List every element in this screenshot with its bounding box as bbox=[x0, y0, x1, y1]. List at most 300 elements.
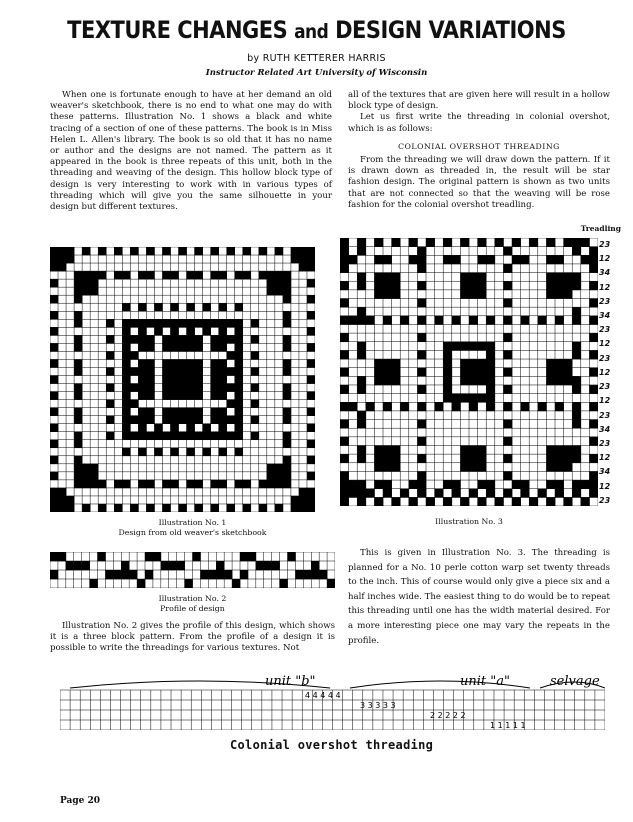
ill3-cell bbox=[503, 420, 512, 429]
ill1-cell bbox=[211, 319, 219, 327]
ill3-cell bbox=[417, 247, 426, 256]
ill3-cell bbox=[555, 454, 564, 463]
ill3-cell bbox=[564, 273, 573, 282]
ill3-cell bbox=[460, 445, 469, 454]
ill1-cell bbox=[259, 271, 267, 279]
ill2-cell bbox=[240, 552, 248, 561]
ill1-cell bbox=[227, 384, 235, 392]
ill3-cell bbox=[589, 247, 598, 256]
ill3-cell bbox=[555, 255, 564, 264]
ill3-cell bbox=[589, 264, 598, 273]
ill1-cell bbox=[50, 496, 58, 504]
ill1-cell bbox=[74, 480, 82, 488]
ill3-cell bbox=[392, 497, 401, 506]
treadling-number: 23 bbox=[599, 325, 611, 335]
ill2-cell bbox=[161, 561, 169, 570]
ill1-cell bbox=[50, 456, 58, 464]
ill3-cell bbox=[392, 273, 401, 282]
ill3-cell bbox=[572, 281, 581, 290]
ill1-cell bbox=[162, 384, 170, 392]
ill3-cell bbox=[572, 454, 581, 463]
treadling-numbers bbox=[599, 240, 623, 510]
ill1-cell bbox=[275, 279, 283, 287]
ill1-cell bbox=[106, 367, 114, 375]
ill1-cell bbox=[154, 327, 162, 335]
ill1-cell bbox=[283, 271, 291, 279]
ill1-cell bbox=[235, 416, 243, 424]
ill3-cell bbox=[452, 342, 461, 351]
ill1-cell bbox=[275, 247, 283, 255]
ill1-cell bbox=[90, 279, 98, 287]
ill1-cell bbox=[50, 504, 58, 512]
subhead-colonial-overshot: COLONIAL OVERSHOT THREADING bbox=[398, 141, 560, 151]
ill1-cell bbox=[219, 343, 227, 351]
ill2-cell bbox=[121, 561, 129, 570]
ill1-cell bbox=[219, 480, 227, 488]
ill1-cell bbox=[162, 271, 170, 279]
ill3-cell bbox=[589, 454, 598, 463]
ill2-cell bbox=[200, 570, 208, 579]
ill1-cell bbox=[259, 480, 267, 488]
ill3-cell bbox=[443, 238, 452, 247]
ill1-cell bbox=[307, 375, 315, 383]
ill3-cell bbox=[374, 359, 383, 368]
ill3-cell bbox=[374, 290, 383, 299]
ill1-cell bbox=[227, 367, 235, 375]
ill1-cell bbox=[187, 432, 195, 440]
ill2-cell bbox=[74, 561, 82, 570]
ill3-cell bbox=[417, 480, 426, 489]
ill1-cell bbox=[299, 488, 307, 496]
ill3-cell bbox=[503, 247, 512, 256]
ill1-cell bbox=[146, 432, 154, 440]
ill1-cell bbox=[106, 335, 114, 343]
ill3-cell bbox=[357, 350, 366, 359]
ill1-cell bbox=[138, 480, 146, 488]
ill3-cell bbox=[392, 445, 401, 454]
ill3-cell bbox=[460, 497, 469, 506]
ill2-cell bbox=[240, 570, 248, 579]
ill1-cell bbox=[106, 400, 114, 408]
ill1-cell bbox=[219, 424, 227, 432]
ill1-cell bbox=[291, 496, 299, 504]
ill3-cell bbox=[460, 281, 469, 290]
ill3-cell bbox=[555, 273, 564, 282]
ill2-cell bbox=[90, 579, 98, 588]
lower-left-paragraph: Illustration No. 2 gives the profile of this design, which shows it is a three block pattern. From the profile of a design it is possible to write the threadings for various textures. Not bbox=[50, 621, 335, 654]
ill1-cell bbox=[243, 247, 251, 255]
ill3-cell bbox=[392, 281, 401, 290]
ill1-cell bbox=[187, 359, 195, 367]
illustration-2-subtitle: Profile of design bbox=[160, 604, 225, 613]
ill1-cell bbox=[122, 448, 130, 456]
ill3-cell bbox=[452, 255, 461, 264]
ill1-cell bbox=[138, 432, 146, 440]
ill1-cell bbox=[235, 351, 243, 359]
ill1-cell bbox=[307, 359, 315, 367]
ill1-cell bbox=[219, 432, 227, 440]
ill1-cell bbox=[178, 343, 186, 351]
treadling-number: 34 bbox=[599, 467, 611, 477]
ill1-cell bbox=[235, 327, 243, 335]
ill2-cell bbox=[232, 579, 240, 588]
treadling-number: 12 bbox=[599, 453, 611, 463]
ill3-cell bbox=[572, 411, 581, 420]
ill3-cell bbox=[340, 255, 349, 264]
ill2-cell bbox=[137, 579, 145, 588]
ill1-cell bbox=[122, 327, 130, 335]
ill3-cell bbox=[572, 307, 581, 316]
ill1-cell bbox=[251, 384, 259, 392]
ill1-cell bbox=[267, 480, 275, 488]
ill3-cell bbox=[460, 342, 469, 351]
ill3-cell bbox=[486, 359, 495, 368]
threading-draft bbox=[60, 668, 605, 730]
ill2-cell bbox=[105, 570, 113, 579]
ill3-cell bbox=[357, 445, 366, 454]
treadling-number: 12 bbox=[599, 254, 611, 264]
draft-row-4: 4 4 4 4 4 bbox=[305, 691, 341, 700]
ill1-cell bbox=[267, 472, 275, 480]
ill2-cell bbox=[224, 570, 232, 579]
ill3-cell bbox=[340, 454, 349, 463]
ill3-cell bbox=[546, 376, 555, 385]
ill3-cell bbox=[366, 489, 375, 498]
ill3-cell bbox=[340, 316, 349, 325]
ill3-cell bbox=[512, 497, 521, 506]
ill1-cell bbox=[162, 359, 170, 367]
ill1-cell bbox=[90, 271, 98, 279]
ill1-cell bbox=[283, 279, 291, 287]
ill1-cell bbox=[170, 480, 178, 488]
ill1-cell bbox=[138, 319, 146, 327]
ill3-cell bbox=[495, 238, 504, 247]
ill1-cell bbox=[307, 295, 315, 303]
ill1-cell bbox=[90, 464, 98, 472]
ill1-cell bbox=[146, 480, 154, 488]
ill3-cell bbox=[564, 290, 573, 299]
ill2-cell bbox=[256, 561, 264, 570]
ill1-cell bbox=[170, 335, 178, 343]
ill1-cell bbox=[307, 327, 315, 335]
ill3-cell bbox=[383, 463, 392, 472]
ill1-cell bbox=[74, 456, 82, 464]
ill1-cell bbox=[98, 247, 106, 255]
ill1-cell bbox=[146, 247, 154, 255]
ill1-cell bbox=[267, 287, 275, 295]
ill3-cell bbox=[357, 342, 366, 351]
ill1-cell bbox=[227, 504, 235, 512]
ill3-cell bbox=[357, 376, 366, 385]
ill1-cell bbox=[50, 375, 58, 383]
ill1-cell bbox=[74, 359, 82, 367]
treadling-number: 12 bbox=[599, 339, 611, 349]
unit-brace bbox=[70, 681, 605, 688]
ill2-cell bbox=[185, 579, 193, 588]
ill1-cell bbox=[283, 367, 291, 375]
ill3-cell bbox=[589, 385, 598, 394]
ill3-cell bbox=[581, 497, 590, 506]
left-paragraph-1: When one is fortunate enough to have at her demand an old weaver's sketchbook, there is no end to what one may do with these patterns. Illustration No. 1 shows a black and white tracing of a section of one of these patterns. The book is in Miss Helen L. Allen's library. The book is so old that it has no name or author and the designs are not named. The pattern as it appeared in the book is three repeats of this unit, both in the threading and weaving of the design. This hollow block type of design is very interesting to work with in various types of threading which will give you the same silhouette in your design but different textures. bbox=[50, 90, 332, 213]
ill1-cell bbox=[122, 335, 130, 343]
ill1-cell bbox=[211, 271, 219, 279]
ill1-cell bbox=[170, 327, 178, 335]
ill3-cell bbox=[478, 454, 487, 463]
ill3-cell bbox=[529, 238, 538, 247]
ill1-cell bbox=[235, 392, 243, 400]
ill1-cell bbox=[203, 303, 211, 311]
illustration-3-caption: Illustration No. 3 bbox=[435, 517, 503, 526]
ill3-cell bbox=[589, 402, 598, 411]
right-paragraph-2: Let us first write the threading in colonial overshot, which is as follows: bbox=[348, 112, 610, 134]
ill2-cell bbox=[145, 552, 153, 561]
ill1-cell bbox=[138, 271, 146, 279]
ill1-cell bbox=[195, 392, 203, 400]
treadling-number: 23 bbox=[599, 353, 611, 363]
ill1-cell bbox=[299, 263, 307, 271]
ill1-cell bbox=[162, 432, 170, 440]
ill2-cell bbox=[311, 561, 319, 570]
ill1-cell bbox=[122, 303, 130, 311]
ill3-cell bbox=[469, 445, 478, 454]
ill3-cell bbox=[503, 368, 512, 377]
ill1-cell bbox=[307, 263, 315, 271]
ill1-cell bbox=[130, 416, 138, 424]
ill3-cell bbox=[555, 463, 564, 472]
ill1-cell bbox=[178, 432, 186, 440]
illustration-3-grid bbox=[340, 238, 598, 506]
ill3-cell bbox=[417, 489, 426, 498]
ill3-cell bbox=[503, 333, 512, 342]
ill3-cell bbox=[357, 316, 366, 325]
ill3-cell bbox=[564, 368, 573, 377]
ill3-cell bbox=[383, 290, 392, 299]
ill3-cell bbox=[546, 290, 555, 299]
ill1-cell bbox=[170, 416, 178, 424]
ill1-cell bbox=[178, 384, 186, 392]
ill3-cell bbox=[340, 402, 349, 411]
ill1-cell bbox=[235, 367, 243, 375]
ill3-cell bbox=[400, 316, 409, 325]
ill3-cell bbox=[564, 376, 573, 385]
ill1-cell bbox=[58, 488, 66, 496]
ill3-cell bbox=[581, 480, 590, 489]
ill1-cell bbox=[130, 351, 138, 359]
ill1-cell bbox=[275, 271, 283, 279]
draft-row-2: 2 2 2 2 2 bbox=[430, 711, 466, 720]
ill3-cell bbox=[486, 394, 495, 403]
ill3-cell bbox=[417, 316, 426, 325]
ill3-cell bbox=[469, 281, 478, 290]
ill1-cell bbox=[146, 504, 154, 512]
ill3-cell bbox=[564, 445, 573, 454]
ill3-cell bbox=[478, 290, 487, 299]
ill1-cell bbox=[146, 343, 154, 351]
ill1-cell bbox=[275, 464, 283, 472]
ill1-cell bbox=[178, 392, 186, 400]
ill1-cell bbox=[178, 367, 186, 375]
ill1-cell bbox=[195, 416, 203, 424]
ill1-cell bbox=[219, 367, 227, 375]
ill3-cell bbox=[357, 489, 366, 498]
ill1-cell bbox=[219, 375, 227, 383]
ill1-cell bbox=[74, 408, 82, 416]
ill1-cell bbox=[187, 335, 195, 343]
ill3-cell bbox=[435, 489, 444, 498]
ill1-cell bbox=[82, 464, 90, 472]
ill1-cell bbox=[195, 408, 203, 416]
ill1-cell bbox=[122, 375, 130, 383]
ill2-cell bbox=[153, 552, 161, 561]
ill1-cell bbox=[122, 400, 130, 408]
ill3-cell bbox=[417, 420, 426, 429]
ill3-cell bbox=[443, 350, 452, 359]
ill1-cell bbox=[187, 271, 195, 279]
treadling-number: 23 bbox=[599, 410, 611, 420]
ill1-cell bbox=[251, 319, 259, 327]
ill3-cell bbox=[383, 368, 392, 377]
ill1-cell bbox=[58, 255, 66, 263]
ill3-cell bbox=[478, 480, 487, 489]
ill3-cell bbox=[486, 480, 495, 489]
ill1-cell bbox=[299, 496, 307, 504]
ill3-cell bbox=[417, 264, 426, 273]
ill1-cell bbox=[138, 392, 146, 400]
ill1-cell bbox=[283, 432, 291, 440]
ill3-cell bbox=[572, 247, 581, 256]
ill1-cell bbox=[195, 504, 203, 512]
ill3-cell bbox=[392, 290, 401, 299]
ill1-cell bbox=[162, 416, 170, 424]
ill3-cell bbox=[572, 385, 581, 394]
ill3-cell bbox=[581, 238, 590, 247]
ill1-cell bbox=[74, 335, 82, 343]
ill1-cell bbox=[211, 335, 219, 343]
ill1-cell bbox=[251, 351, 259, 359]
ill1-cell bbox=[235, 480, 243, 488]
ill1-cell bbox=[187, 343, 195, 351]
ill3-cell bbox=[521, 489, 530, 498]
treadling-number: 23 bbox=[599, 296, 611, 306]
ill1-cell bbox=[74, 279, 82, 287]
ill3-cell bbox=[374, 480, 383, 489]
ill3-cell bbox=[452, 402, 461, 411]
ill1-cell bbox=[299, 255, 307, 263]
ill3-cell bbox=[486, 376, 495, 385]
ill3-cell bbox=[357, 480, 366, 489]
ill1-cell bbox=[154, 303, 162, 311]
ill3-cell bbox=[340, 368, 349, 377]
ill3-cell bbox=[400, 402, 409, 411]
right-paragraph-3: From the threading we will draw down the pattern. If it is drawn down as threaded in, the result will be star fashion design. The original pattern is shown as two units that are not connected so that the weaving will be rose fashion for the colonial overshot treadling. bbox=[348, 155, 610, 210]
ill1-cell bbox=[235, 424, 243, 432]
ill3-cell bbox=[478, 238, 487, 247]
ill3-cell bbox=[392, 368, 401, 377]
ill1-cell bbox=[146, 375, 154, 383]
ill1-cell bbox=[146, 335, 154, 343]
ill1-cell bbox=[170, 432, 178, 440]
page-number: Page 20 bbox=[60, 796, 101, 806]
ill2-cell bbox=[216, 570, 224, 579]
lower-right-paragraph: This is given in Illustration No. 3. The threading is planned for a No. 10 perle cotton warp set twenty threads to the inch. This of course would only give a piece six and a half inches wide. The easiest thing to do would be to repeat this threading until one has the width material desired. For a more interesting piece one may vary the repeats in the profile. bbox=[348, 548, 610, 646]
ill3-cell bbox=[443, 497, 452, 506]
ill3-cell bbox=[340, 264, 349, 273]
ill3-cell bbox=[443, 342, 452, 351]
ill1-cell bbox=[130, 504, 138, 512]
ill1-cell bbox=[138, 375, 146, 383]
ill3-cell bbox=[469, 316, 478, 325]
ill1-cell bbox=[154, 424, 162, 432]
ill3-cell bbox=[340, 333, 349, 342]
ill1-cell bbox=[58, 496, 66, 504]
treadling-number: 34 bbox=[599, 268, 611, 278]
ill1-cell bbox=[130, 367, 138, 375]
ill3-cell bbox=[503, 264, 512, 273]
ill1-cell bbox=[114, 271, 122, 279]
ill3-cell bbox=[460, 454, 469, 463]
ill3-cell bbox=[443, 394, 452, 403]
ill3-cell bbox=[478, 445, 487, 454]
ill3-cell bbox=[546, 368, 555, 377]
ill1-cell bbox=[283, 440, 291, 448]
ill1-cell bbox=[211, 384, 219, 392]
ill1-cell bbox=[146, 384, 154, 392]
ill1-cell bbox=[162, 367, 170, 375]
ill1-cell bbox=[146, 392, 154, 400]
ill1-cell bbox=[219, 392, 227, 400]
ill1-cell bbox=[283, 416, 291, 424]
ill2-cell bbox=[50, 552, 58, 561]
ill3-cell bbox=[564, 463, 573, 472]
ill1-cell bbox=[50, 472, 58, 480]
ill3-cell bbox=[340, 437, 349, 446]
ill2-cell bbox=[295, 570, 303, 579]
ill1-cell bbox=[227, 416, 235, 424]
ill1-cell bbox=[106, 384, 114, 392]
ill3-cell bbox=[555, 489, 564, 498]
ill1-cell bbox=[50, 295, 58, 303]
ill3-cell bbox=[417, 471, 426, 480]
ill3-cell bbox=[357, 411, 366, 420]
ill1-cell bbox=[170, 375, 178, 383]
ill3-cell bbox=[452, 489, 461, 498]
illustration-1-grid bbox=[50, 247, 315, 512]
ill1-cell bbox=[170, 343, 178, 351]
ill1-cell bbox=[219, 384, 227, 392]
ill1-cell bbox=[138, 448, 146, 456]
ill3-cell bbox=[340, 420, 349, 429]
ill1-cell bbox=[122, 480, 130, 488]
ill1-cell bbox=[251, 432, 259, 440]
ill1-cell bbox=[187, 408, 195, 416]
ill2-cell bbox=[311, 570, 319, 579]
ill1-cell bbox=[74, 295, 82, 303]
ill1-cell bbox=[50, 392, 58, 400]
ill1-cell bbox=[299, 504, 307, 512]
ill1-cell bbox=[122, 367, 130, 375]
ill1-cell bbox=[114, 480, 122, 488]
ill3-cell bbox=[340, 350, 349, 359]
ill1-cell bbox=[66, 247, 74, 255]
ill3-cell bbox=[435, 402, 444, 411]
ill3-cell bbox=[555, 316, 564, 325]
ill1-cell bbox=[187, 327, 195, 335]
ill1-cell bbox=[227, 400, 235, 408]
ill3-cell bbox=[486, 368, 495, 377]
ill1-cell bbox=[307, 496, 315, 504]
page-title bbox=[0, 16, 633, 44]
draft-row-1: 1 1 1 1 1 bbox=[490, 721, 526, 730]
